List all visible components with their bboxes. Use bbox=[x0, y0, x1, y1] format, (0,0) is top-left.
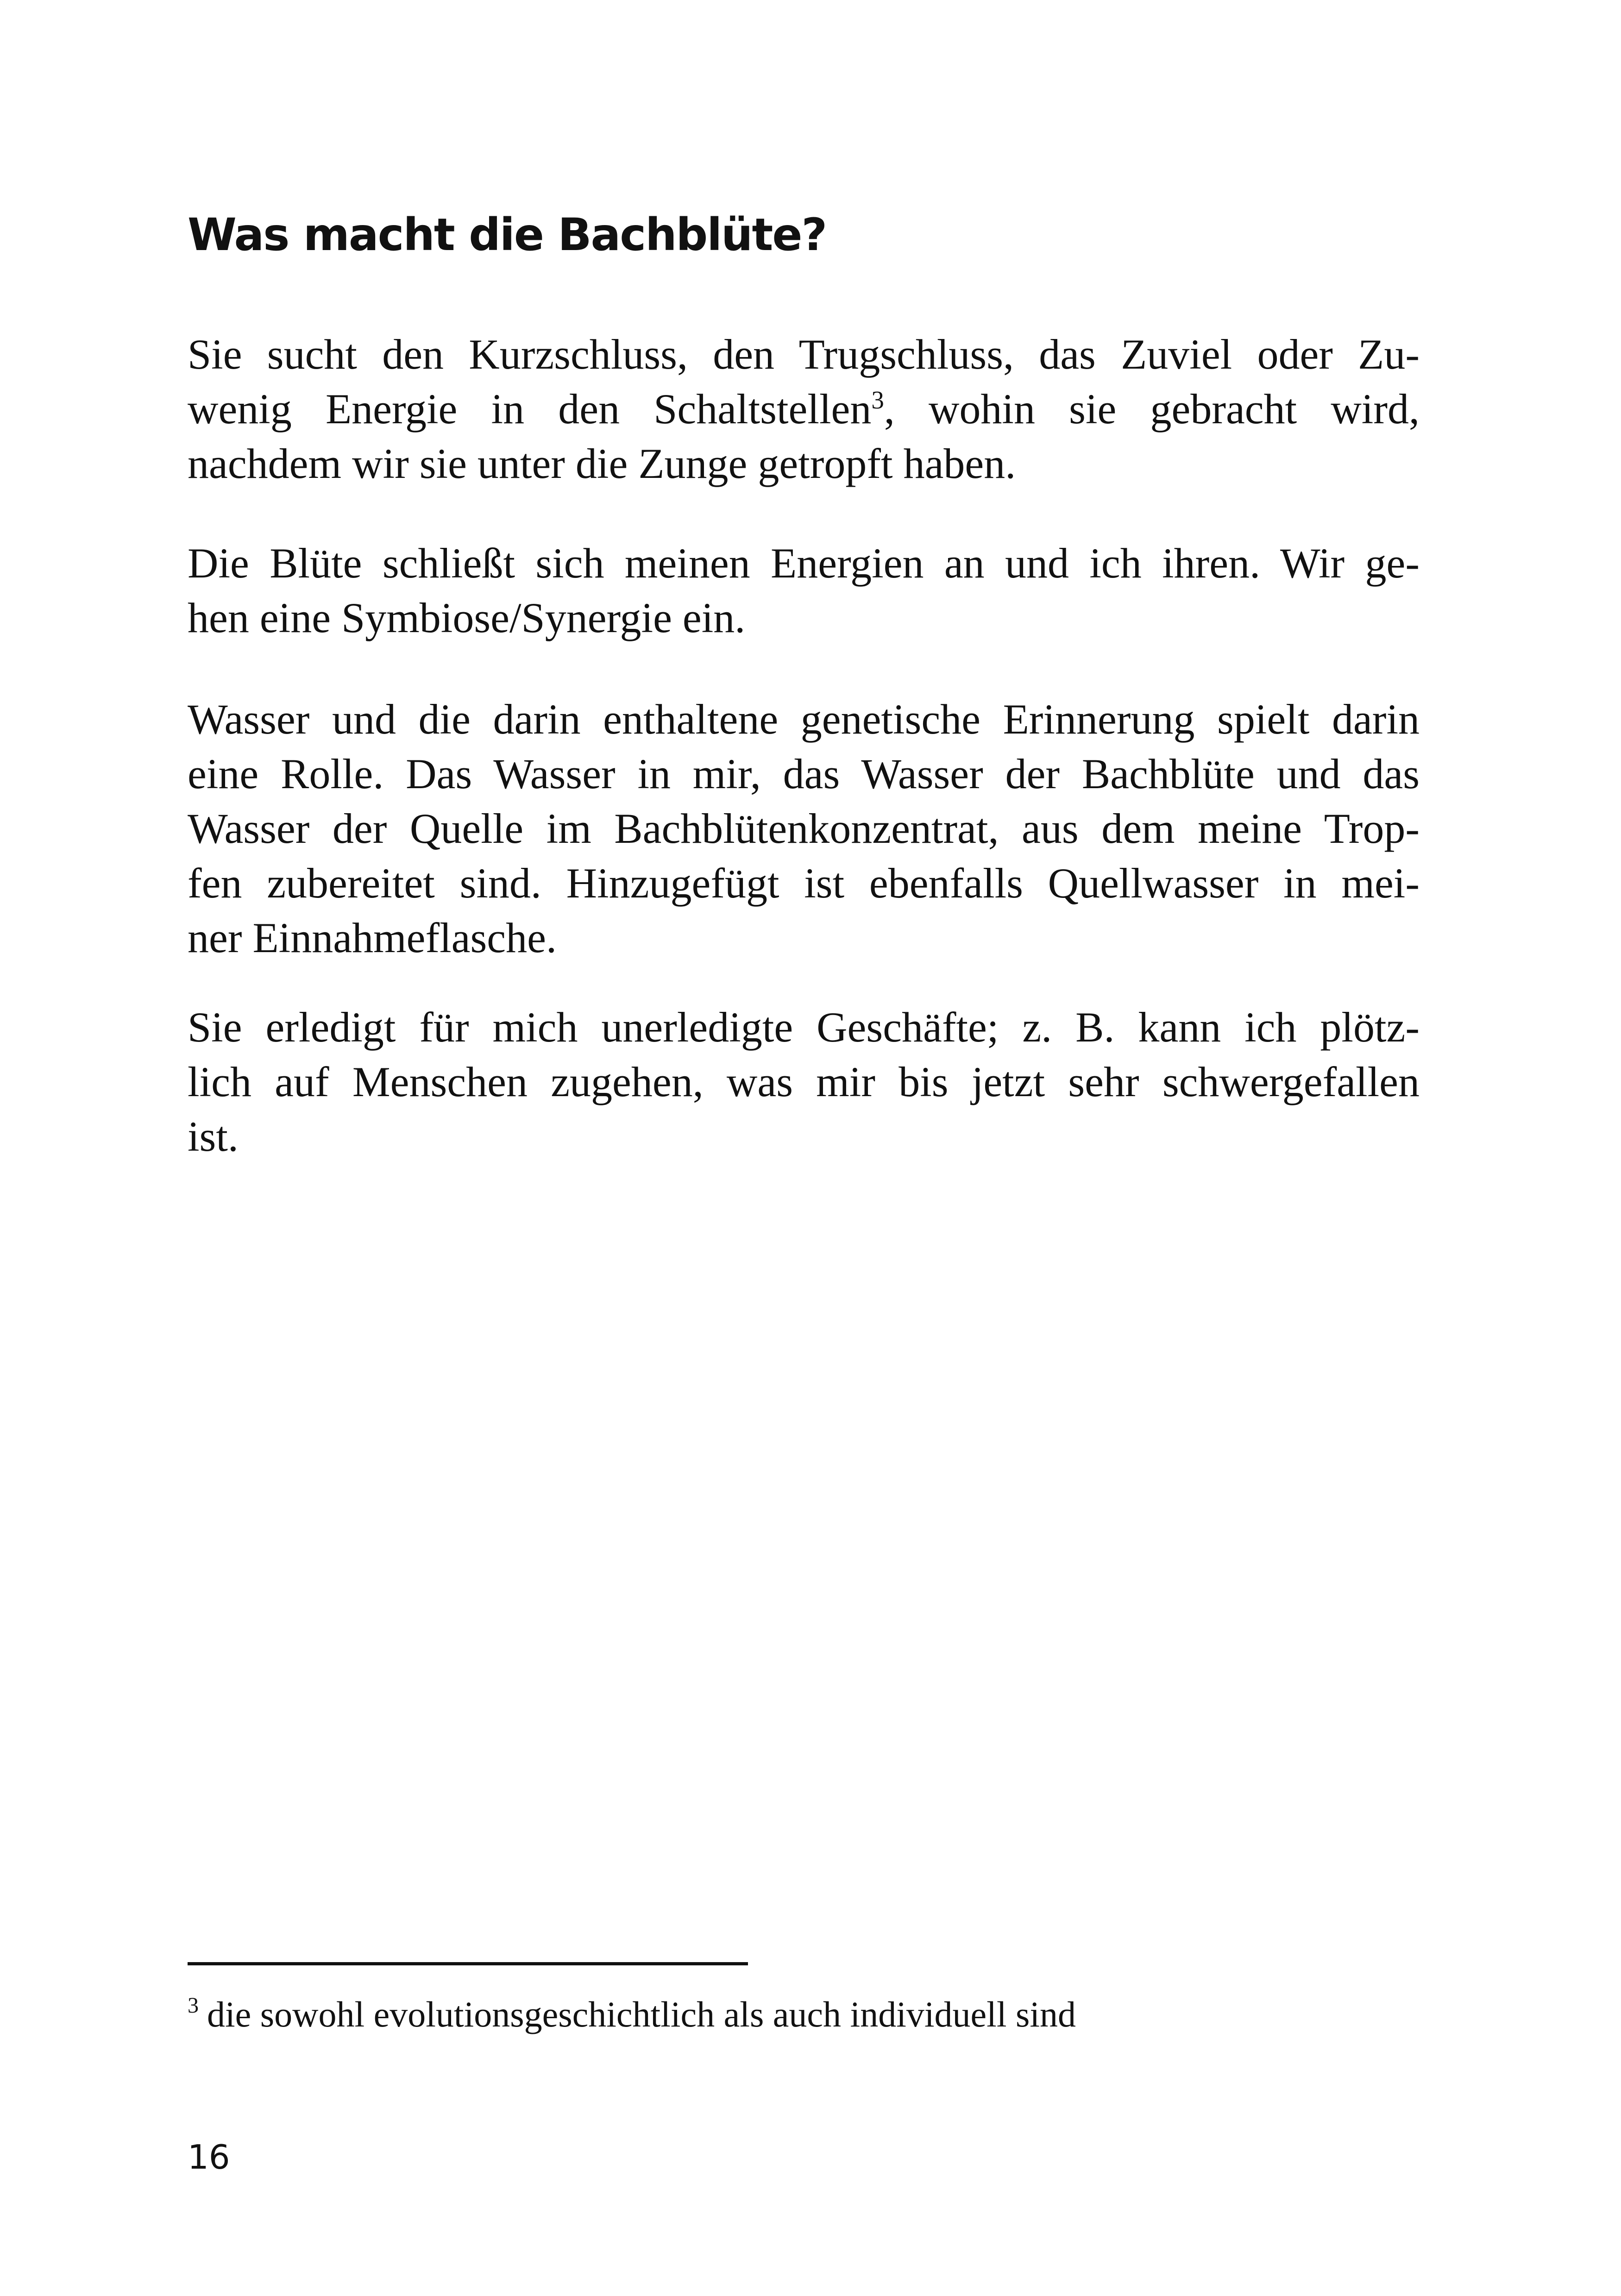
page-number: 16 bbox=[188, 2138, 230, 2177]
paragraph-line: nachdem wir sie unter die Zunge getropft haben. bbox=[188, 440, 1016, 487]
paragraph-1 bbox=[188, 327, 1420, 491]
paragraph-3 bbox=[188, 692, 1420, 965]
paragraph-4 bbox=[188, 1000, 1420, 1164]
paragraph-text: wenig Energie in den Schaltstellen bbox=[188, 385, 872, 433]
footnote-marker: 3 bbox=[188, 1993, 199, 2018]
paragraph-line: lich auf Menschen zugehen, was mir bis jetzt sehr schwergefallen bbox=[188, 1058, 1420, 1105]
footnote-divider bbox=[188, 1962, 748, 1965]
paragraph-line: Wasser und die darin enthaltene genetische Erinnerung spielt darin bbox=[188, 696, 1420, 743]
footnote-text: die sowohl evolutionsgeschichtlich als auch individuell sind bbox=[207, 1994, 1076, 2034]
paragraph-line: fen zubereitet sind. Hinzugefügt ist ebenfalls Quellwasser in mei- bbox=[188, 859, 1420, 907]
paragraph-line: eine Rolle. Das Wasser in mir, das Wasser der Bachblüte und das bbox=[188, 750, 1420, 797]
paragraph-line: Wasser der Quelle im Bachblütenkonzentrat, aus dem meine Trop- bbox=[188, 805, 1420, 852]
footnote bbox=[188, 1991, 1076, 2038]
paragraph-line: Die Blüte schließt sich meinen Energien an und ich ihren. Wir ge- bbox=[188, 539, 1420, 587]
paragraph-2 bbox=[188, 536, 1420, 645]
paragraph-line: ist. bbox=[188, 1113, 239, 1160]
paragraph-line: hen eine Symbiose/Synergie ein. bbox=[188, 594, 746, 641]
paragraph-line: ner Einnahmeflasche. bbox=[188, 914, 557, 961]
paragraph-line: Sie sucht den Kurzschluss, den Trugschluss, das Zuviel oder Zu- bbox=[188, 331, 1420, 378]
page-heading: Was macht die Bachblüte? bbox=[188, 209, 827, 261]
footnote-reference: 3 bbox=[871, 386, 884, 414]
paragraph-line: Sie erledigt für mich unerledigte Geschäfte; z. B. kann ich plötz- bbox=[188, 1004, 1420, 1051]
paragraph-line bbox=[188, 382, 1420, 436]
paragraph-text: , wohin sie gebracht wird, bbox=[884, 385, 1420, 433]
